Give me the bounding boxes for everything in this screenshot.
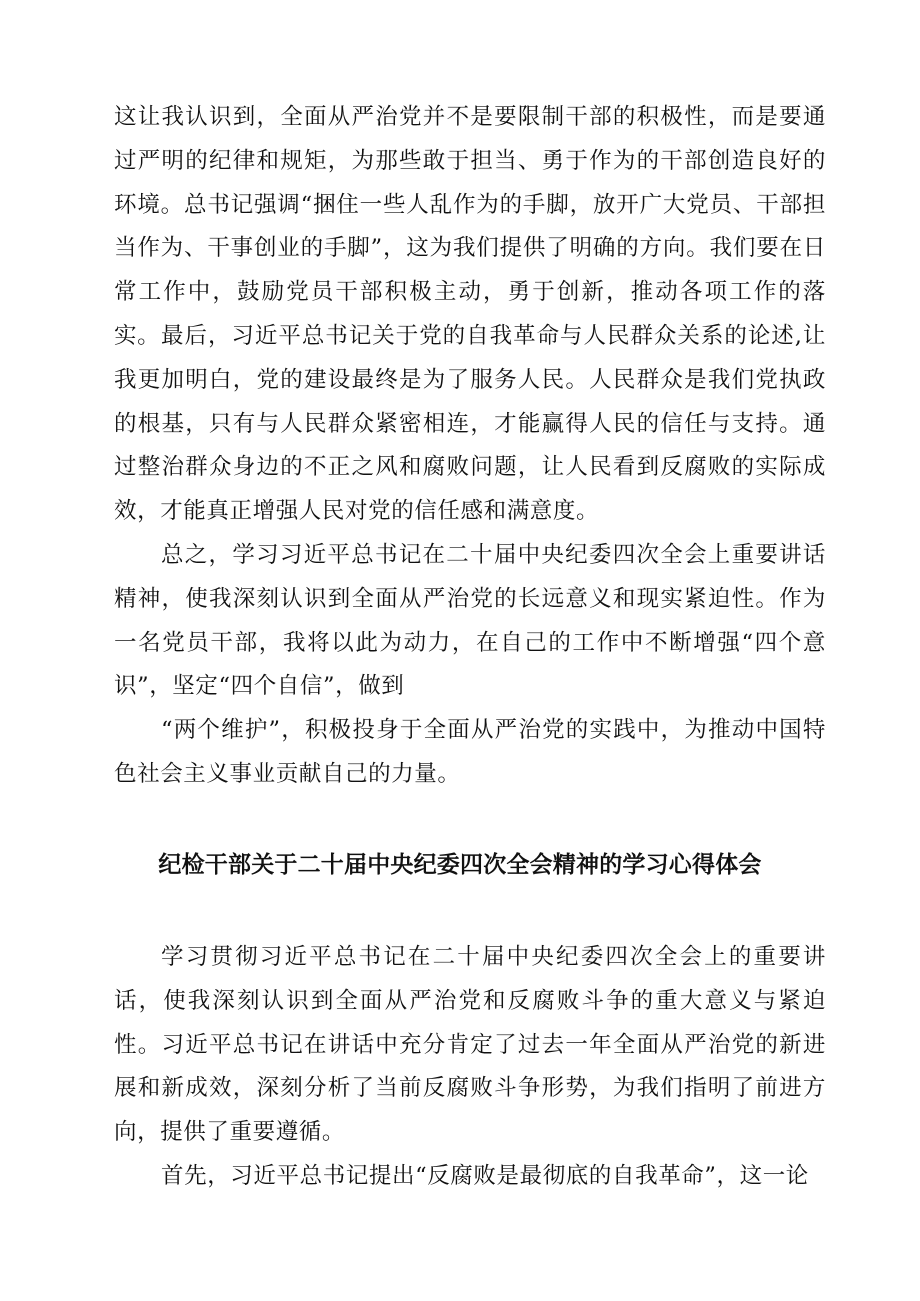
paragraph-2: 最后，习近平总书记关于党的自我革命与人民群众关系的论述,让我更加明白，党的建设最终是为了服务人民。人民群众是我们党执政的根基，只有与人民群众紧密相连，才能赢得人民的信任与支持。通过整治群众身边的不正之风和腐败问题，让人民看到反腐败的实际成效，才能真正增强人民对党的信任感和满意度。 [114, 323, 826, 525]
section-heading: 纪检干部关于二十届中央纪委四次全会精神的学习心得体会 [158, 852, 762, 878]
paragraph-4: “两个维护”，积极投身于全面从严治党的实践中，为推动中国特色社会主义事业贡献自己的力量。 [114, 717, 826, 787]
paragraph-6: 首先，习近平总书记提出“反腐败是最彻底的自我革命”，这一论 [161, 1163, 809, 1189]
paragraph-1: 这让我认识到，全面从严治党并不是要限制干部的积极性，而是要通过严明的纪律和规矩，为那些敢于担当、勇于作为的干部创造良好的环境。总书记强调“捆住一些人乱作为的手脚，放开广大党员、干部担当作为、干事创业的手脚”，这为我们提供了明确的方向。我们要在日常工作中，鼓励党员干部积极主动，勇于创新，推动各项工作的落实。 [114, 104, 826, 349]
paragraph-3: 总之，学习习近平总书记在二十届中央纪委四次全会上重要讲话精神，使我深刻认识到全面从严治党的长远意义和现实紧迫性。作为一名党员干部，我将以此为动力，在自己的工作中不断增强“四个意识”，坚定“四个自信”，做到 [114, 542, 826, 700]
paragraph-5: 学习贯彻习近平总书记在二十届中央纪委四次全会上的重要讲话，使我深刻认识到全面从严治党和反腐败斗争的重大意义与紧迫性。习近平总书记在讲话中充分肯定了过去一年全面从严治党的新进展和新成效，深刻分析了当前反腐败斗争形势，为我们指明了前进方向，提供了重要遵循。 [114, 944, 826, 1146]
